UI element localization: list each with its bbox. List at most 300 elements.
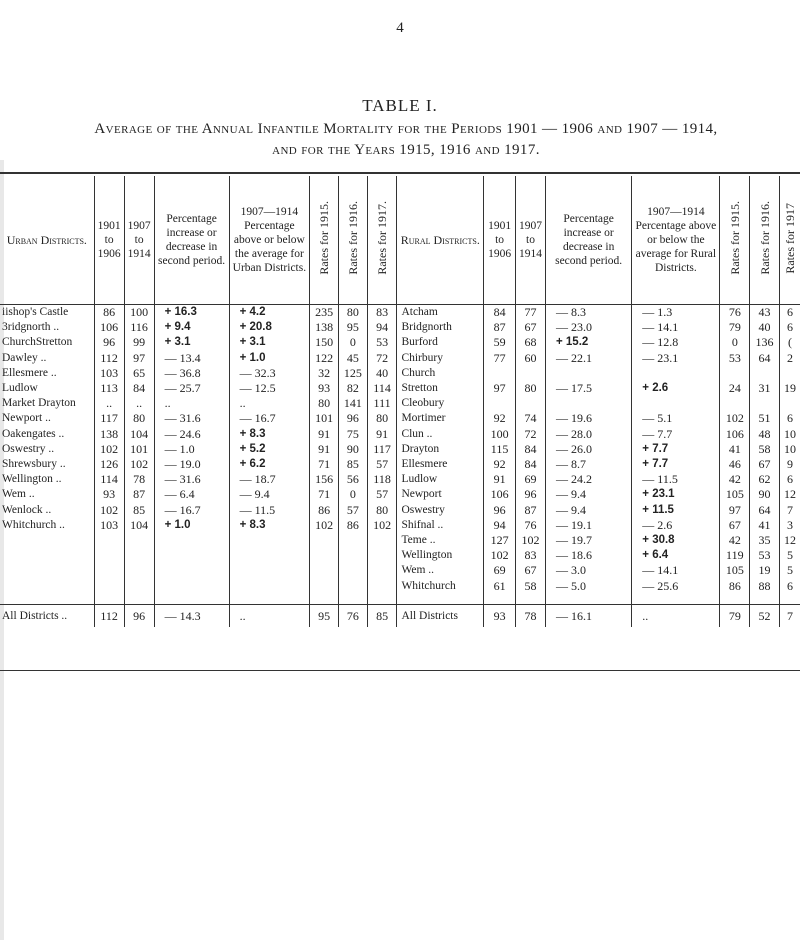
- rural-rate-1917-cell: 6: [779, 320, 800, 335]
- urban-1901-1906-cell: 102: [94, 442, 124, 457]
- urban-rate-1915-cell: [310, 533, 339, 548]
- urban-rate-1917-cell: 114: [367, 381, 397, 396]
- table-row: [0, 366, 800, 381]
- rural-average-cell: + 7.7: [632, 457, 720, 472]
- header-rural-period-1: 1901 to 1906: [484, 176, 516, 305]
- urban-rate-1917-cell: [367, 563, 397, 578]
- urban-percentage-cell: [154, 548, 229, 563]
- rural-district-cell: Clun ..: [397, 427, 484, 442]
- rural-1901-1906-cell: 84: [484, 305, 516, 321]
- rural-average-cell: — 14.1: [632, 320, 720, 335]
- rural-rate-1915-cell: 42: [720, 472, 750, 487]
- table-row: [0, 396, 800, 411]
- urban-district-cell: [0, 533, 94, 548]
- urban-average-cell: — 32.3: [229, 366, 310, 381]
- urban-average-cell: [229, 548, 310, 563]
- rural-rate-1917-cell: 5: [779, 563, 800, 578]
- urban-1907-1914-cell: ..: [124, 396, 154, 411]
- table-row: [0, 503, 800, 518]
- rural-percentage-cell: — 16.1: [546, 604, 632, 627]
- rural-rate-1916-cell: 31: [750, 381, 780, 396]
- urban-district-cell: Ludlow: [2, 382, 38, 395]
- rural-1907-1914-cell: [516, 396, 546, 411]
- table-row: [0, 533, 800, 548]
- rural-1907-1914-cell: 77: [516, 305, 546, 321]
- rural-average-cell: + 23.1: [632, 487, 720, 502]
- urban-rate-1915-cell: 101: [310, 411, 339, 426]
- table-heading: TABLE I.: [362, 96, 438, 115]
- rural-rate-1916-cell: 58: [750, 442, 780, 457]
- urban-rate-1915-cell: 102: [310, 518, 339, 533]
- rural-1901-1906-cell: 61: [484, 579, 516, 594]
- rural-district-cell: Shifnal ..: [397, 518, 484, 533]
- rural-rate-1915-cell: 86: [720, 579, 750, 594]
- header-urban-1917: Rates for 1917.: [367, 176, 397, 305]
- urban-rate-1917-cell: 91: [367, 427, 397, 442]
- rural-rate-1917-cell: 5: [779, 548, 800, 563]
- rural-percentage-cell: [546, 366, 632, 381]
- rural-1901-1906-cell: 69: [484, 563, 516, 578]
- rural-rate-1916-cell: 48: [750, 427, 780, 442]
- table-body: [0, 305, 800, 627]
- rural-1901-1906-cell: 127: [484, 533, 516, 548]
- urban-district-cell: Oswestry ..: [2, 442, 55, 455]
- rural-district-cell: Teme ..: [397, 533, 484, 548]
- rural-1901-1906-cell: 92: [484, 411, 516, 426]
- rural-1901-1906-cell: 100: [484, 427, 516, 442]
- rural-rate-1916-cell: [750, 366, 780, 381]
- rural-average-cell: + 30.8: [632, 533, 720, 548]
- table-row: [0, 563, 800, 578]
- rural-1907-1914-cell: [516, 366, 546, 381]
- rural-1907-1914-cell: 76: [516, 518, 546, 533]
- rural-average-cell: + 2.6: [632, 381, 720, 396]
- rural-1907-1914-cell: 83: [516, 548, 546, 563]
- urban-district-cell: Newport ..: [2, 412, 51, 425]
- urban-rate-1917-cell: 117: [367, 442, 397, 457]
- urban-rate-1917-cell: 118: [367, 472, 397, 487]
- urban-1901-1906-cell: 103: [94, 518, 124, 533]
- urban-rate-1915-cell: 80: [310, 396, 339, 411]
- urban-average-cell: ..: [229, 604, 310, 627]
- urban-1907-1914-cell: 96: [124, 604, 154, 627]
- urban-rate-1915-cell: 122: [310, 351, 339, 366]
- rural-rate-1915-cell: 41: [720, 442, 750, 457]
- urban-1907-1914-cell: [124, 579, 154, 594]
- urban-rate-1916-cell: 95: [338, 320, 367, 335]
- urban-average-cell: — 11.5: [229, 503, 310, 518]
- rural-1901-1906-cell: 87: [484, 320, 516, 335]
- urban-rate-1916-cell: 86: [338, 518, 367, 533]
- urban-1907-1914-cell: 84: [124, 381, 154, 396]
- urban-percentage-cell: [154, 579, 229, 594]
- page-number: 4: [396, 20, 404, 36]
- urban-1901-1906-cell: 102: [94, 503, 124, 518]
- urban-1901-1906-cell: 112: [94, 604, 124, 627]
- rural-1907-1914-cell: 67: [516, 320, 546, 335]
- rural-rate-1917-cell: 10: [779, 427, 800, 442]
- rural-percentage-cell: — 22.1: [546, 351, 632, 366]
- rural-rate-1916-cell: 90: [750, 487, 780, 502]
- rural-percentage-cell: — 26.0: [546, 442, 632, 457]
- urban-1907-1914-cell: 100: [124, 305, 154, 321]
- rural-1907-1914-cell: 58: [516, 579, 546, 594]
- urban-rate-1917-cell: 83: [367, 305, 397, 321]
- urban-1901-1906-cell: 113: [94, 381, 124, 396]
- urban-percentage-cell: + 16.3: [154, 305, 229, 321]
- urban-percentage-cell: + 1.0: [154, 518, 229, 533]
- urban-percentage-cell: — 24.6: [154, 427, 229, 442]
- table-row: [0, 320, 800, 335]
- rural-district-cell: Cleobury: [397, 396, 484, 411]
- urban-district-cell: Wenlock ..: [2, 503, 52, 516]
- rural-percentage-cell: — 19.7: [546, 533, 632, 548]
- urban-rate-1917-cell: 102: [367, 518, 397, 533]
- rural-rate-1917-cell: 12: [779, 487, 800, 502]
- urban-percentage-cell: — 1.0: [154, 442, 229, 457]
- urban-average-cell: ..: [229, 396, 310, 411]
- infant-mortality-table: [0, 176, 800, 627]
- rural-rate-1915-cell: 0: [720, 335, 750, 350]
- rural-1907-1914-cell: 80: [516, 381, 546, 396]
- urban-percentage-cell: + 9.4: [154, 320, 229, 335]
- urban-district-cell: [0, 548, 94, 563]
- rural-rate-1915-cell: [720, 366, 750, 381]
- rural-rate-1916-cell: 136: [750, 335, 780, 350]
- urban-rate-1916-cell: 56: [338, 472, 367, 487]
- rural-1907-1914-cell: 87: [516, 503, 546, 518]
- rural-district-cell: Church: [397, 366, 484, 381]
- rural-rate-1915-cell: 42: [720, 533, 750, 548]
- urban-average-cell: [229, 533, 310, 548]
- urban-rate-1916-cell: 80: [338, 305, 367, 321]
- rural-rate-1915-cell: 24: [720, 381, 750, 396]
- urban-average-cell: + 20.8: [229, 320, 310, 335]
- rural-district-cell: Newport: [397, 487, 484, 502]
- urban-1907-1914-cell: 99: [124, 335, 154, 350]
- rural-district-cell: Wellington: [397, 548, 484, 563]
- urban-rate-1917-cell: 80: [367, 411, 397, 426]
- rural-rate-1917-cell: [779, 396, 800, 411]
- rural-district-cell: Whitchurch: [397, 579, 484, 594]
- rural-1901-1906-cell: [484, 396, 516, 411]
- rural-percentage-cell: + 15.2: [546, 335, 632, 350]
- rural-1901-1906-cell: 102: [484, 548, 516, 563]
- top-rule: [0, 172, 800, 174]
- header-urban-districts: Urban Districts.: [0, 176, 94, 305]
- rural-average-cell: [632, 366, 720, 381]
- urban-rate-1916-cell: 0: [338, 487, 367, 502]
- urban-rate-1916-cell: [338, 533, 367, 548]
- rural-1901-1906-cell: 96: [484, 503, 516, 518]
- urban-district-cell: Whitchurch ..: [2, 518, 65, 531]
- rural-1901-1906-cell: 115: [484, 442, 516, 457]
- urban-rate-1915-cell: 91: [310, 442, 339, 457]
- rural-rate-1915-cell: 106: [720, 427, 750, 442]
- rural-rate-1915-cell: [720, 396, 750, 411]
- urban-average-cell: + 6.2: [229, 457, 310, 472]
- rural-rate-1915-cell: 79: [720, 320, 750, 335]
- rural-percentage-cell: — 17.5: [546, 381, 632, 396]
- rural-average-cell: — 2.6: [632, 518, 720, 533]
- rural-1907-1914-cell: 69: [516, 472, 546, 487]
- urban-average-cell: — 18.7: [229, 472, 310, 487]
- rural-rate-1916-cell: 64: [750, 503, 780, 518]
- urban-average-cell: [229, 563, 310, 578]
- urban-average-cell: — 12.5: [229, 381, 310, 396]
- rural-rate-1916-cell: 41: [750, 518, 780, 533]
- urban-1907-1914-cell: 104: [124, 427, 154, 442]
- rural-1907-1914-cell: 72: [516, 427, 546, 442]
- urban-average-cell: [229, 579, 310, 594]
- urban-1901-1906-cell: 96: [94, 335, 124, 350]
- rural-average-cell: + 7.7: [632, 442, 720, 457]
- urban-1901-1906-cell: ..: [94, 396, 124, 411]
- rural-rate-1915-cell: 67: [720, 518, 750, 533]
- rural-rate-1916-cell: 62: [750, 472, 780, 487]
- urban-percentage-cell: — 14.3: [154, 604, 229, 627]
- caption-line-1: Average of the Annual Infantile Mortality for the Periods 1901 — 1906 and 1907 — 1914,: [94, 121, 718, 137]
- urban-rate-1917-cell: 40: [367, 366, 397, 381]
- urban-percentage-cell: — 13.4: [154, 351, 229, 366]
- urban-rate-1916-cell: [338, 548, 367, 563]
- header-urban-1916: Rates for 1916.: [338, 176, 367, 305]
- urban-rate-1916-cell: 0: [338, 335, 367, 350]
- table-row: [0, 411, 800, 426]
- rural-1907-1914-cell: 74: [516, 411, 546, 426]
- rural-rate-1916-cell: 19: [750, 563, 780, 578]
- rural-1901-1906-cell: 77: [484, 351, 516, 366]
- urban-percentage-cell: — 19.0: [154, 457, 229, 472]
- header-rural-1916: Rates for 1916.: [750, 176, 780, 305]
- header-row: [0, 176, 800, 305]
- rural-rate-1917-cell: 9: [779, 457, 800, 472]
- rural-district-cell: Ludlow: [397, 472, 484, 487]
- rural-percentage-cell: — 19.6: [546, 411, 632, 426]
- rural-average-cell: ..: [632, 604, 720, 627]
- urban-rate-1915-cell: 138: [310, 320, 339, 335]
- urban-1907-1914-cell: 87: [124, 487, 154, 502]
- rural-rate-1917-cell: 2: [779, 351, 800, 366]
- header-urban-1915: Rates for 1915.: [310, 176, 339, 305]
- table-row: [0, 427, 800, 442]
- rural-percentage-cell: — 23.0: [546, 320, 632, 335]
- rural-average-cell: — 12.8: [632, 335, 720, 350]
- urban-rate-1915-cell: 150: [310, 335, 339, 350]
- urban-1901-1906-cell: 86: [94, 305, 124, 321]
- urban-rate-1916-cell: 76: [338, 604, 367, 627]
- rural-district-cell: All Districts: [397, 604, 484, 627]
- rural-rate-1915-cell: 105: [720, 487, 750, 502]
- table-row: [0, 351, 800, 366]
- rural-average-cell: — 14.1: [632, 563, 720, 578]
- urban-rate-1917-cell: 80: [367, 503, 397, 518]
- urban-district-cell: All Districts ..: [0, 604, 94, 627]
- urban-rate-1915-cell: 91: [310, 427, 339, 442]
- rural-rate-1915-cell: 46: [720, 457, 750, 472]
- urban-district-cell: iishop's Castle: [2, 306, 69, 318]
- rural-rate-1917-cell: 3: [779, 518, 800, 533]
- rural-1907-1914-cell: 84: [516, 457, 546, 472]
- urban-percentage-cell: + 3.1: [154, 335, 229, 350]
- urban-average-cell: + 8.3: [229, 427, 310, 442]
- urban-1901-1906-cell: 103: [94, 366, 124, 381]
- urban-1907-1914-cell: 101: [124, 442, 154, 457]
- rural-1907-1914-cell: 68: [516, 335, 546, 350]
- urban-1907-1914-cell: 85: [124, 503, 154, 518]
- urban-rate-1915-cell: 156: [310, 472, 339, 487]
- rural-district-cell: Drayton: [397, 442, 484, 457]
- table-row: [0, 487, 800, 502]
- urban-1901-1906-cell: 126: [94, 457, 124, 472]
- urban-rate-1915-cell: [310, 548, 339, 563]
- urban-percentage-cell: — 31.6: [154, 472, 229, 487]
- urban-rate-1917-cell: [367, 548, 397, 563]
- table-row: [0, 579, 800, 594]
- rural-1901-1906-cell: 106: [484, 487, 516, 502]
- table-row: [0, 381, 800, 396]
- rural-average-cell: [632, 396, 720, 411]
- urban-average-cell: + 1.0: [229, 351, 310, 366]
- rural-district-cell: Atcham: [397, 305, 484, 321]
- rural-1907-1914-cell: 84: [516, 442, 546, 457]
- rural-rate-1917-cell: (: [779, 335, 800, 350]
- rural-average-cell: — 7.7: [632, 427, 720, 442]
- urban-percentage-cell: — 25.7: [154, 381, 229, 396]
- rural-1901-1906-cell: 97: [484, 381, 516, 396]
- urban-1907-1914-cell: 65: [124, 366, 154, 381]
- urban-1907-1914-cell: 78: [124, 472, 154, 487]
- urban-1907-1914-cell: 80: [124, 411, 154, 426]
- rural-1901-1906-cell: 91: [484, 472, 516, 487]
- urban-rate-1917-cell: 53: [367, 335, 397, 350]
- urban-average-cell: — 9.4: [229, 487, 310, 502]
- rural-average-cell: — 1.3: [632, 305, 720, 321]
- header-rural-percentage: Percentage increase or decrease in second period.: [546, 176, 632, 305]
- urban-rate-1916-cell: [338, 579, 367, 594]
- rural-1901-1906-cell: 59: [484, 335, 516, 350]
- table-row: [0, 472, 800, 487]
- rural-percentage-cell: — 28.0: [546, 427, 632, 442]
- rural-percentage-cell: — 19.1: [546, 518, 632, 533]
- rural-percentage-cell: — 24.2: [546, 472, 632, 487]
- urban-rate-1915-cell: 71: [310, 487, 339, 502]
- urban-1901-1906-cell: 93: [94, 487, 124, 502]
- rural-percentage-cell: — 8.7: [546, 457, 632, 472]
- rural-district-cell: Wem ..: [397, 563, 484, 578]
- rural-average-cell: — 23.1: [632, 351, 720, 366]
- urban-1901-1906-cell: 138: [94, 427, 124, 442]
- urban-percentage-cell: ..: [154, 396, 229, 411]
- urban-1901-1906-cell: [94, 563, 124, 578]
- urban-district-cell: ChurchStretton: [2, 336, 73, 349]
- urban-percentage-cell: — 6.4: [154, 487, 229, 502]
- urban-1907-1914-cell: [124, 563, 154, 578]
- urban-rate-1915-cell: 86: [310, 503, 339, 518]
- urban-average-cell: + 4.2: [229, 305, 310, 321]
- header-rural-1915: Rates for 1915.: [720, 176, 750, 305]
- rural-average-cell: — 25.6: [632, 579, 720, 594]
- rural-rate-1917-cell: 19: [779, 381, 800, 396]
- rural-percentage-cell: — 18.6: [546, 548, 632, 563]
- caption-line-2: and for the Years 1915, 1916 and 1917.: [272, 142, 540, 158]
- rural-rate-1916-cell: 53: [750, 548, 780, 563]
- urban-rate-1916-cell: [338, 563, 367, 578]
- urban-rate-1916-cell: 85: [338, 457, 367, 472]
- rural-rate-1917-cell: 7: [779, 604, 800, 627]
- urban-average-cell: + 5.2: [229, 442, 310, 457]
- table-row: [0, 518, 800, 533]
- rural-1901-1906-cell: 94: [484, 518, 516, 533]
- urban-district-cell: Wem ..: [2, 488, 35, 501]
- rural-rate-1917-cell: 10: [779, 442, 800, 457]
- rural-percentage-cell: — 8.3: [546, 305, 632, 321]
- rural-district-cell: Stretton: [397, 381, 484, 396]
- urban-rate-1916-cell: 82: [338, 381, 367, 396]
- header-urban-period-2: 1907 to 1914: [124, 176, 154, 305]
- urban-1907-1914-cell: [124, 533, 154, 548]
- rural-rate-1917-cell: 6: [779, 472, 800, 487]
- rural-rate-1917-cell: 6: [779, 305, 800, 321]
- rural-1901-1906-cell: 92: [484, 457, 516, 472]
- urban-rate-1916-cell: 125: [338, 366, 367, 381]
- urban-rate-1916-cell: 45: [338, 351, 367, 366]
- urban-1901-1906-cell: 106: [94, 320, 124, 335]
- rural-rate-1916-cell: 43: [750, 305, 780, 321]
- rural-rate-1916-cell: 40: [750, 320, 780, 335]
- urban-rate-1915-cell: 71: [310, 457, 339, 472]
- urban-district-cell: Market Drayton: [2, 397, 76, 410]
- rural-percentage-cell: [546, 396, 632, 411]
- header-urban-percentage: Percentage increase or decrease in second period.: [154, 176, 229, 305]
- urban-rate-1917-cell: 85: [367, 604, 397, 627]
- rural-district-cell: Chirbury: [397, 351, 484, 366]
- urban-percentage-cell: [154, 533, 229, 548]
- rural-rate-1915-cell: 119: [720, 548, 750, 563]
- rural-rate-1915-cell: 53: [720, 351, 750, 366]
- rural-average-cell: + 11.5: [632, 503, 720, 518]
- urban-percentage-cell: — 16.7: [154, 503, 229, 518]
- rural-rate-1915-cell: 76: [720, 305, 750, 321]
- urban-1901-1906-cell: [94, 533, 124, 548]
- rural-rate-1917-cell: 6: [779, 411, 800, 426]
- urban-1901-1906-cell: 112: [94, 351, 124, 366]
- rural-percentage-cell: — 3.0: [546, 563, 632, 578]
- urban-1907-1914-cell: 116: [124, 320, 154, 335]
- header-urban-average: 1907—1914 Percentage above or below the average for Urban Districts.: [229, 176, 310, 305]
- table-row: [0, 335, 800, 350]
- urban-rate-1916-cell: 90: [338, 442, 367, 457]
- rural-district-cell: Bridgnorth: [397, 320, 484, 335]
- urban-rate-1916-cell: 141: [338, 396, 367, 411]
- urban-rate-1917-cell: 111: [367, 396, 397, 411]
- rural-district-cell: Mortimer: [397, 411, 484, 426]
- rural-rate-1916-cell: 51: [750, 411, 780, 426]
- urban-rate-1915-cell: 235: [310, 305, 339, 321]
- totals-row: [0, 604, 800, 627]
- urban-rate-1915-cell: 95: [310, 604, 339, 627]
- urban-rate-1917-cell: [367, 579, 397, 594]
- rural-rate-1917-cell: 6: [779, 579, 800, 594]
- rural-rate-1917-cell: [779, 366, 800, 381]
- urban-district-cell: Oakengates ..: [2, 427, 65, 440]
- urban-district-cell: Wellington ..: [2, 473, 62, 486]
- urban-1901-1906-cell: 114: [94, 472, 124, 487]
- table-row: [0, 457, 800, 472]
- rural-1907-1914-cell: 96: [516, 487, 546, 502]
- rural-percentage-cell: — 9.4: [546, 487, 632, 502]
- table-caption: [12, 119, 800, 161]
